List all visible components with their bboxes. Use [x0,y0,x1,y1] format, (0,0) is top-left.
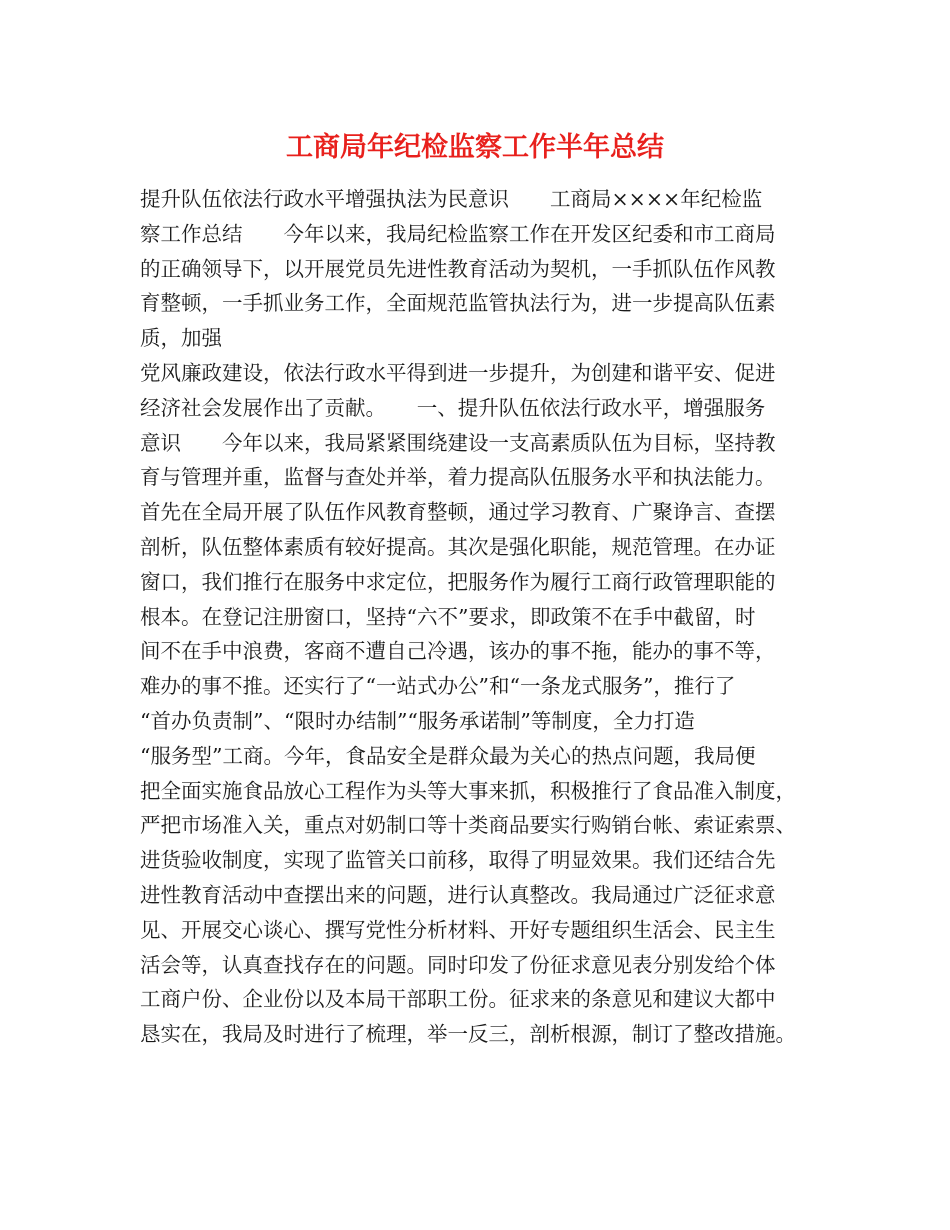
body-line: 间不在手中浪费，客商不遭自己冷遇，该办的事不拖，能办的事不等， [140,639,776,664]
body-line: 首先在全局开展了队伍作风教育整顿，通过学习教育、广聚诤言、查摆 [140,500,776,525]
document-body [140,182,830,1052]
body-line: 见、开展交心谈心、撰写党性分析材料、开好专题组织生活会、民主生 [140,917,776,942]
body-line: 严把市场准入关，重点对奶制口等十类商品要实行购销台帐、索证索票、 [140,813,796,838]
body-line: 窗口，我们推行在服务中求定位，把服务作为履行工商行政管理职能的 [140,569,776,594]
body-line: 质，加强 [140,326,222,351]
body-line: 活会等，认真查找存在的问题。同时印发了份征求意见表分别发给个体 [140,952,776,977]
body-line: 意识 今年以来，我局紧紧围绕建设一支高素质队伍为目标，坚持教 [140,430,776,455]
body-line: 根本。在登记注册窗口，坚持“六不”要求，即政策不在手中截留，时 [140,604,756,629]
document-title: 工商局年纪检监察工作半年总结 [286,132,664,163]
body-line: 的正确领导下，以开展党员先进性教育活动为契机，一手抓队伍作风教 [140,256,776,281]
body-line: 恳实在，我局及时进行了梳理，举一反三，剖析根源，制订了整改措施。 [140,1022,796,1047]
body-line: 育整顿，一手抓业务工作，全面规范监管执法行为，进一步提高队伍素 [140,291,776,316]
body-line: 进性教育活动中查摆出来的问题，进行认真整改。我局通过广泛征求意 [140,882,776,907]
body-line: “服务型”工商。今年，食品安全是群众最为关心的热点问题，我局便 [140,743,756,768]
body-line: 育与管理并重，监督与查处并举，着力提高队伍服务水平和执法能力。 [140,465,776,490]
body-line: 提升队伍依法行政水平增强执法为民意识 工商局××××年纪检监 [140,187,763,211]
body-line: 剖析，队伍整体素质有较好提高。其次是强化职能，规范管理。在办证 [140,534,776,559]
body-line: 察工作总结 今年以来，我局纪检监察工作在开发区纪委和市工商局 [140,221,776,246]
body-line: 经济社会发展作出了贡献。 一、提升队伍依法行政水平，增强服务 [140,395,766,420]
body-line: “首办负责制”、“限时办结制”“服务承诺制”等制度，全力打造 [140,708,695,733]
body-line: 难办的事不推。还实行了“一站式办公”和“一条龙式服务”，推行了 [140,674,736,699]
body-line: 进货验收制度，实现了监管关口前移，取得了明显效果。我们还结合先 [140,848,776,873]
body-line: 把全面实施食品放心工程作为头等大事来抓，积极推行了食品准入制度， [140,778,796,803]
body-line: 党风廉政建设，依法行政水平得到进一步提升，为创建和谐平安、促进 [140,360,776,385]
body-line: 工商户份、企业份以及本局干部职工份。征求来的条意见和建议大都中 [140,987,776,1012]
